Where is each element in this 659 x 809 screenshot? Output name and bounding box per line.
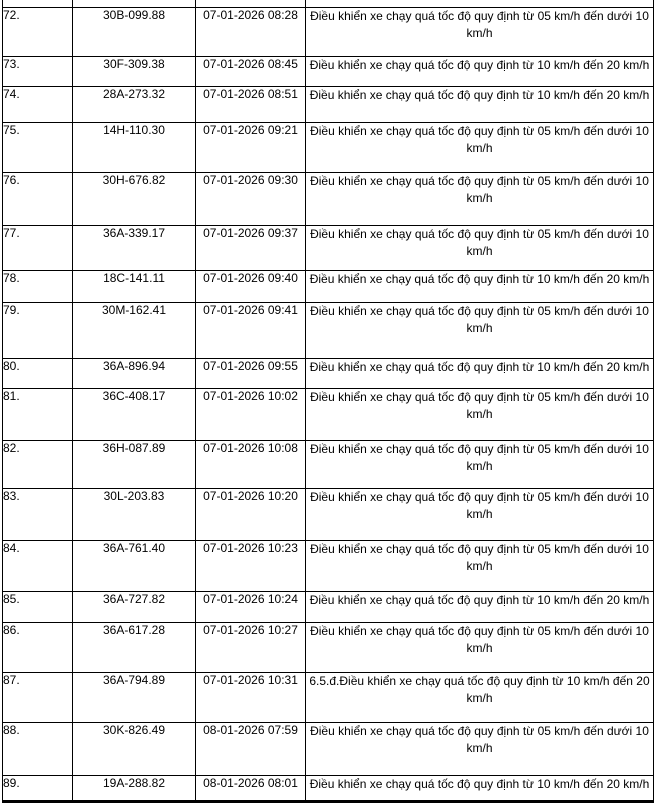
plate-cell: 36A-794.89 <box>73 672 196 722</box>
violation-cell <box>306 0 654 7</box>
violation-cell: Điều khiển xe chạy quá tốc độ quy định từ 05 km/h đến dưới 10 km/h <box>306 622 654 672</box>
datetime-cell: 07-01-2026 09:40 <box>196 270 306 302</box>
row-number-cell: 73. <box>3 56 73 86</box>
row-number-cell: 86. <box>3 622 73 672</box>
row-number-cell: 75. <box>3 122 73 172</box>
table-row <box>3 358 654 388</box>
violation-cell: Điều khiển xe chạy quá tốc độ quy định từ 05 km/h đến dưới 10 km/h <box>306 488 654 540</box>
row-number-cell: 78. <box>3 270 73 302</box>
table-row <box>3 388 654 440</box>
plate-cell: 36A-339.17 <box>73 225 196 270</box>
row-number-cell: 81. <box>3 388 73 440</box>
plate-cell: 36H-087.89 <box>73 440 196 488</box>
violation-cell: Điều khiển xe chạy quá tốc độ quy định từ 05 km/h đến dưới 10 km/h <box>306 172 654 225</box>
violation-table <box>2 0 654 803</box>
row-number-cell: 88. <box>3 722 73 775</box>
row-number-cell: 82. <box>3 440 73 488</box>
plate-cell <box>73 0 196 7</box>
plate-cell: 30L-203.83 <box>73 488 196 540</box>
plate-cell: 36A-896.94 <box>73 358 196 388</box>
row-number-cell: 89. <box>3 775 73 801</box>
row-number-cell: 83. <box>3 488 73 540</box>
datetime-cell: 07-01-2026 10:02 <box>196 388 306 440</box>
table-row <box>3 7 654 56</box>
table-row <box>3 302 654 358</box>
datetime-cell: 08-01-2026 08:01 <box>196 775 306 801</box>
plate-cell: 36A-761.40 <box>73 540 196 591</box>
table-row <box>3 622 654 672</box>
row-number-cell: 79. <box>3 302 73 358</box>
datetime-cell: 07-01-2026 09:55 <box>196 358 306 388</box>
violation-cell: Điều khiển xe chạy quá tốc độ quy định từ 05 km/h đến dưới 10 km/h <box>306 7 654 56</box>
violation-cell: Điều khiển xe chạy quá tốc độ quy định từ 05 km/h đến dưới 10 km/h <box>306 440 654 488</box>
violation-cell: 6.5.đ.Điều khiển xe chạy quá tốc độ quy định từ 10 km/h đến 20 km/h <box>306 672 654 722</box>
datetime-cell: 07-01-2026 08:28 <box>196 7 306 56</box>
datetime-cell: 07-01-2026 10:27 <box>196 622 306 672</box>
datetime-cell: 07-01-2026 10:31 <box>196 672 306 722</box>
plate-cell: 28A-273.32 <box>73 86 196 122</box>
datetime-cell: 07-01-2026 10:08 <box>196 440 306 488</box>
datetime-cell: 07-01-2026 09:41 <box>196 302 306 358</box>
violation-cell: Điều khiển xe chạy quá tốc độ quy định từ 05 km/h đến dưới 10 km/h <box>306 302 654 358</box>
violation-cell: Điều khiển xe chạy quá tốc độ quy định từ 10 km/h đến 20 km/h <box>306 775 654 801</box>
violation-table-body <box>3 0 654 801</box>
plate-cell: 30H-676.82 <box>73 172 196 225</box>
datetime-cell: 07-01-2026 09:30 <box>196 172 306 225</box>
table-row <box>3 775 654 801</box>
violation-table-wrap <box>2 0 654 803</box>
plate-cell: 19A-288.82 <box>73 775 196 801</box>
datetime-cell <box>196 0 306 7</box>
violation-cell: Điều khiển xe chạy quá tốc độ quy định từ 05 km/h đến dưới 10 km/h <box>306 388 654 440</box>
plate-cell: 36A-617.28 <box>73 622 196 672</box>
datetime-cell: 07-01-2026 08:51 <box>196 86 306 122</box>
table-row <box>3 672 654 722</box>
table-row <box>3 225 654 270</box>
row-number-cell <box>3 0 73 7</box>
violation-cell: Điều khiển xe chạy quá tốc độ quy định từ 10 km/h đến 20 km/h <box>306 270 654 302</box>
datetime-cell: 08-01-2026 07:59 <box>196 722 306 775</box>
row-number-cell: 80. <box>3 358 73 388</box>
plate-cell: 36C-408.17 <box>73 388 196 440</box>
violation-cell: Điều khiển xe chạy quá tốc độ quy định từ 10 km/h đến 20 km/h <box>306 86 654 122</box>
violation-cell: Điều khiển xe chạy quá tốc độ quy định từ 10 km/h đến 20 km/h <box>306 358 654 388</box>
table-row <box>3 172 654 225</box>
plate-cell: 36A-727.82 <box>73 591 196 622</box>
row-number-cell: 74. <box>3 86 73 122</box>
table-row <box>3 540 654 591</box>
violation-cell: Điều khiển xe chạy quá tốc độ quy định từ 05 km/h đến dưới 10 km/h <box>306 122 654 172</box>
violation-cell: Điều khiển xe chạy quá tốc độ quy định từ 05 km/h đến dưới 10 km/h <box>306 225 654 270</box>
violation-cell: Điều khiển xe chạy quá tốc độ quy định từ 10 km/h đến 20 km/h <box>306 56 654 86</box>
datetime-cell: 07-01-2026 08:45 <box>196 56 306 86</box>
datetime-cell: 07-01-2026 09:21 <box>196 122 306 172</box>
table-row <box>3 722 654 775</box>
row-number-cell: 72. <box>3 7 73 56</box>
table-row <box>3 56 654 86</box>
violation-cell: Điều khiển xe chạy quá tốc độ quy định từ 05 km/h đến dưới 10 km/h <box>306 540 654 591</box>
datetime-cell: 07-01-2026 10:23 <box>196 540 306 591</box>
violation-cell: Điều khiển xe chạy quá tốc độ quy định từ 10 km/h đến 20 km/h <box>306 591 654 622</box>
datetime-cell: 07-01-2026 09:37 <box>196 225 306 270</box>
table-row <box>3 86 654 122</box>
plate-cell: 18C-141.11 <box>73 270 196 302</box>
plate-cell: 30F-309.38 <box>73 56 196 86</box>
table-row <box>3 270 654 302</box>
violation-cell: Điều khiển xe chạy quá tốc độ quy định từ 05 km/h đến dưới 10 km/h <box>306 722 654 775</box>
plate-cell: 30M-162.41 <box>73 302 196 358</box>
table-row <box>3 122 654 172</box>
plate-cell: 30K-826.49 <box>73 722 196 775</box>
table-row <box>3 440 654 488</box>
row-number-cell: 76. <box>3 172 73 225</box>
row-number-cell: 87. <box>3 672 73 722</box>
row-number-cell: 85. <box>3 591 73 622</box>
datetime-cell: 07-01-2026 10:24 <box>196 591 306 622</box>
table-row <box>3 591 654 622</box>
table-row <box>3 488 654 540</box>
row-number-cell: 77. <box>3 225 73 270</box>
row-number-cell: 84. <box>3 540 73 591</box>
datetime-cell: 07-01-2026 10:20 <box>196 488 306 540</box>
plate-cell: 14H-110.30 <box>73 122 196 172</box>
table-row-partial <box>3 0 654 7</box>
plate-cell: 30B-099.88 <box>73 7 196 56</box>
